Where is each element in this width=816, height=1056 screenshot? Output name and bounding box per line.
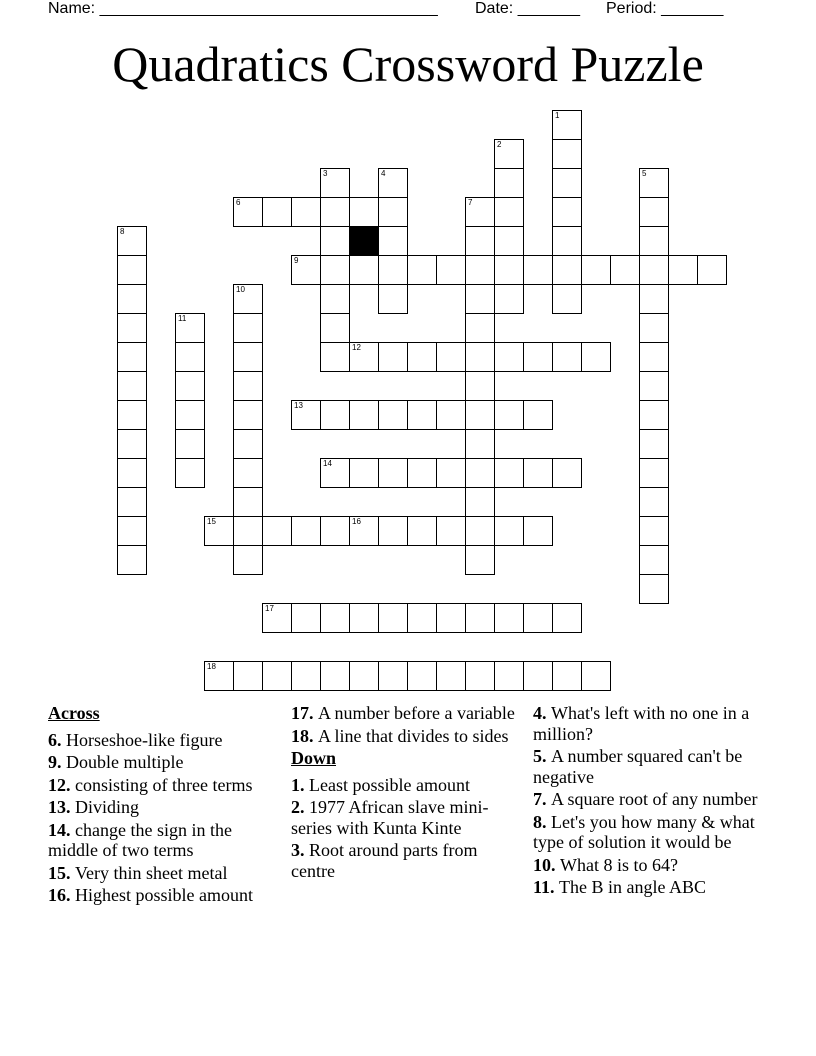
across-clue <box>48 863 278 884</box>
grid-cell[interactable] <box>117 458 147 488</box>
grid-cell[interactable] <box>233 487 263 517</box>
grid-cell[interactable] <box>320 313 350 343</box>
grid-cell[interactable] <box>407 255 437 285</box>
grid-cell[interactable] <box>639 342 669 372</box>
across-heading: Across <box>48 703 100 723</box>
grid-cell[interactable] <box>581 342 611 372</box>
grid-cell[interactable] <box>465 545 495 575</box>
grid-cell[interactable] <box>117 226 147 256</box>
clue-number: 15 <box>207 517 216 526</box>
grid-cell[interactable] <box>175 429 205 459</box>
grid-cell[interactable] <box>117 429 147 459</box>
grid-cell[interactable] <box>523 255 553 285</box>
grid-cell[interactable] <box>117 400 147 430</box>
grid-cell[interactable] <box>291 255 321 285</box>
grid-cell[interactable] <box>494 255 524 285</box>
grid-cell[interactable] <box>523 516 553 546</box>
clue-number: 8. <box>533 811 551 832</box>
clue-text: What's left with no one in a million? <box>533 703 750 744</box>
grid-cell[interactable] <box>668 255 698 285</box>
grid-cell[interactable] <box>407 661 437 691</box>
clue-text: Double multiple <box>66 752 184 772</box>
grid-cell[interactable] <box>523 603 553 633</box>
clue-number: 1 <box>555 111 560 120</box>
clue-number: 2 <box>497 140 502 149</box>
grid-cell[interactable] <box>494 516 524 546</box>
clue-number: 7 <box>468 198 473 207</box>
down-clue-list <box>291 775 516 882</box>
grid-cell[interactable] <box>262 516 292 546</box>
grid-cell[interactable] <box>494 458 524 488</box>
grid-cell[interactable] <box>552 284 582 314</box>
grid-cell[interactable] <box>639 429 669 459</box>
clue-text: Very thin sheet metal <box>75 862 228 883</box>
grid-cell[interactable] <box>639 168 669 198</box>
grid-cell[interactable] <box>291 603 321 633</box>
grid-cell[interactable] <box>117 313 147 343</box>
grid-cell[interactable] <box>378 168 408 198</box>
grid-cell[interactable] <box>465 284 495 314</box>
grid-cell[interactable] <box>349 603 379 633</box>
grid-cell[interactable] <box>233 197 263 227</box>
grid-cell[interactable] <box>320 603 350 633</box>
grid-cell[interactable] <box>378 255 408 285</box>
grid-cell[interactable] <box>639 284 669 314</box>
clue-text: A line that divides to sides <box>318 725 509 746</box>
down-clue <box>533 789 763 810</box>
across-clue <box>48 820 278 861</box>
grid-cell[interactable] <box>204 661 234 691</box>
clue-number: 8 <box>120 227 125 236</box>
grid-cell[interactable] <box>349 342 379 372</box>
across-clue <box>48 730 278 751</box>
grid-cell[interactable] <box>117 516 147 546</box>
grid-cell[interactable] <box>233 284 263 314</box>
grid-cell[interactable] <box>117 342 147 372</box>
grid-cell[interactable] <box>291 661 321 691</box>
grid-cell[interactable] <box>523 400 553 430</box>
grid-cell[interactable] <box>639 574 669 604</box>
clue-number: 10 <box>236 285 245 294</box>
across-clue <box>48 752 278 773</box>
grid-cell[interactable] <box>436 516 466 546</box>
clue-number: 16. <box>48 885 75 905</box>
clue-number: 13. <box>48 797 75 817</box>
grid-cell[interactable] <box>465 313 495 343</box>
grid-cell[interactable] <box>552 458 582 488</box>
grid-cell[interactable] <box>465 661 495 691</box>
grid-cell[interactable] <box>465 197 495 227</box>
name-field[interactable]: Name: ______________________________________ <box>48 0 438 17</box>
grid-cell[interactable] <box>523 458 553 488</box>
grid-cell[interactable] <box>494 226 524 256</box>
clue-text: What 8 is to 64? <box>560 854 678 875</box>
grid-cell[interactable] <box>552 139 582 169</box>
clue-number: 9. <box>48 752 66 772</box>
grid-cell[interactable] <box>494 139 524 169</box>
grid-cell[interactable] <box>378 342 408 372</box>
clue-number: 13 <box>294 401 303 410</box>
down-clue-list-continued <box>533 703 763 898</box>
clues-column-1 <box>48 703 278 908</box>
grid-cell[interactable] <box>291 197 321 227</box>
clue-text: Highest possible amount <box>75 885 253 905</box>
grid-cell[interactable] <box>320 197 350 227</box>
grid-cell[interactable] <box>407 458 437 488</box>
grid-cell[interactable] <box>349 197 379 227</box>
grid-cell[interactable] <box>494 197 524 227</box>
grid-cell[interactable] <box>233 429 263 459</box>
clue-number: 5. <box>533 746 551 766</box>
grid-cell[interactable] <box>494 661 524 691</box>
grid-cell[interactable] <box>378 661 408 691</box>
grid-cell[interactable] <box>233 545 263 575</box>
across-clue-list-continued <box>291 703 516 746</box>
grid-cell[interactable] <box>465 400 495 430</box>
clue-number: 7. <box>533 789 551 809</box>
grid-cell[interactable] <box>465 255 495 285</box>
down-clue <box>533 812 763 853</box>
grid-cell[interactable] <box>117 284 147 314</box>
grid-cell[interactable] <box>639 197 669 227</box>
grid-cell[interactable] <box>697 255 727 285</box>
grid-cell[interactable] <box>465 429 495 459</box>
grid-cell[interactable] <box>233 313 263 343</box>
across-clue <box>48 797 278 818</box>
grid-cell[interactable] <box>436 458 466 488</box>
clue-text: A number before a variable <box>318 703 515 723</box>
down-clue <box>533 855 763 876</box>
grid-cell[interactable] <box>639 516 669 546</box>
grid-cell[interactable] <box>378 197 408 227</box>
grid-cell[interactable] <box>349 458 379 488</box>
block-cell <box>349 226 379 256</box>
grid-cell[interactable] <box>523 661 553 691</box>
grid-cell[interactable] <box>262 661 292 691</box>
across-clue <box>48 885 278 906</box>
grid-cell[interactable] <box>639 226 669 256</box>
grid-cell[interactable] <box>378 516 408 546</box>
student-info-header <box>48 0 788 20</box>
grid-cell[interactable] <box>465 603 495 633</box>
clue-number: 4. <box>533 703 551 723</box>
grid-cell[interactable] <box>465 226 495 256</box>
grid-cell[interactable] <box>436 342 466 372</box>
grid-cell[interactable] <box>320 400 350 430</box>
grid-cell[interactable] <box>552 255 582 285</box>
clue-number: 11 <box>178 314 187 323</box>
across-clue <box>291 703 516 724</box>
grid-cell[interactable] <box>465 342 495 372</box>
grid-cell[interactable] <box>639 458 669 488</box>
grid-cell[interactable] <box>436 603 466 633</box>
grid-cell[interactable] <box>407 400 437 430</box>
down-clue <box>533 746 763 787</box>
grid-cell[interactable] <box>291 400 321 430</box>
grid-cell[interactable] <box>436 400 466 430</box>
grid-cell[interactable] <box>349 400 379 430</box>
grid-cell[interactable] <box>233 458 263 488</box>
grid-cell[interactable] <box>552 168 582 198</box>
clue-number: 14 <box>323 459 332 468</box>
clue-number: 4 <box>381 169 386 178</box>
clue-text: 1977 African slave mini-series with Kunta Kinte <box>291 797 489 838</box>
clue-number: 3 <box>323 169 328 178</box>
grid-cell[interactable] <box>320 342 350 372</box>
grid-cell[interactable] <box>291 516 321 546</box>
grid-cell[interactable] <box>552 110 582 140</box>
clues-column-2 <box>291 703 516 883</box>
grid-cell[interactable] <box>494 400 524 430</box>
grid-cell[interactable] <box>117 545 147 575</box>
grid-cell[interactable] <box>233 400 263 430</box>
grid-cell[interactable] <box>175 371 205 401</box>
grid-cell[interactable] <box>320 458 350 488</box>
grid-cell[interactable] <box>262 603 292 633</box>
grid-cell[interactable] <box>349 255 379 285</box>
clue-text: Let's you how many & what type of solution it would be <box>533 811 755 852</box>
date-field[interactable]: Date: _______ <box>475 0 580 17</box>
grid-cell[interactable] <box>610 255 640 285</box>
grid-cell[interactable] <box>175 342 205 372</box>
grid-cell[interactable] <box>523 342 553 372</box>
grid-cell[interactable] <box>552 342 582 372</box>
page-title: Quadratics Crossword Puzzle <box>112 36 704 92</box>
grid-cell[interactable] <box>378 603 408 633</box>
across-clue <box>48 775 278 796</box>
grid-cell[interactable] <box>233 371 263 401</box>
grid-cell[interactable] <box>175 313 205 343</box>
clue-number: 5 <box>642 169 647 178</box>
grid-cell[interactable] <box>233 342 263 372</box>
grid-cell[interactable] <box>117 487 147 517</box>
grid-cell[interactable] <box>407 603 437 633</box>
grid-cell[interactable] <box>349 516 379 546</box>
clue-number: 11. <box>533 877 560 897</box>
grid-cell[interactable] <box>378 400 408 430</box>
clue-number: 6 <box>236 198 241 207</box>
grid-cell[interactable] <box>581 661 611 691</box>
grid-cell[interactable] <box>378 226 408 256</box>
clue-number: 6. <box>48 729 66 750</box>
grid-cell[interactable] <box>407 342 437 372</box>
grid-cell[interactable] <box>233 661 263 691</box>
grid-cell[interactable] <box>552 603 582 633</box>
clue-number: 17 <box>265 604 274 613</box>
clue-number: 16 <box>352 517 361 526</box>
grid-cell[interactable] <box>378 284 408 314</box>
grid-cell[interactable] <box>378 458 408 488</box>
clue-text: change the sign in the middle of two terms <box>48 819 232 860</box>
grid-cell[interactable] <box>639 400 669 430</box>
down-clue <box>533 877 763 898</box>
across-clue-list <box>48 730 278 906</box>
grid-cell[interactable] <box>320 168 350 198</box>
grid-cell[interactable] <box>639 545 669 575</box>
down-clue <box>291 797 516 838</box>
clue-number: 17. <box>291 703 318 723</box>
clue-number: 18 <box>207 662 216 671</box>
clue-text: consisting of three terms <box>75 774 253 795</box>
clue-number: 18. <box>291 725 318 746</box>
grid-cell[interactable] <box>320 661 350 691</box>
clue-number: 12. <box>48 774 75 795</box>
clue-number: 1. <box>291 774 309 795</box>
clue-number: 15. <box>48 862 75 883</box>
grid-cell[interactable] <box>233 516 263 546</box>
grid-cell[interactable] <box>552 226 582 256</box>
clue-number: 3. <box>291 840 309 860</box>
grid-cell[interactable] <box>349 661 379 691</box>
across-clue <box>291 726 516 747</box>
clue-number: 10. <box>533 854 560 875</box>
grid-cell[interactable] <box>262 197 292 227</box>
clue-text: A number squared can't be negative <box>533 746 743 787</box>
clue-text: Dividing <box>75 797 140 817</box>
grid-cell[interactable] <box>465 458 495 488</box>
grid-cell[interactable] <box>552 661 582 691</box>
grid-cell[interactable] <box>117 371 147 401</box>
grid-cell[interactable] <box>465 371 495 401</box>
clue-text: Least possible amount <box>309 774 470 795</box>
clue-number: 12 <box>352 343 361 352</box>
grid-cell[interactable] <box>175 400 205 430</box>
grid-cell[interactable] <box>494 603 524 633</box>
grid-cell[interactable] <box>436 255 466 285</box>
grid-cell[interactable] <box>465 516 495 546</box>
grid-cell[interactable] <box>320 516 350 546</box>
grid-cell[interactable] <box>465 487 495 517</box>
clue-text: A square root of any number <box>551 789 758 809</box>
grid-cell[interactable] <box>494 284 524 314</box>
down-clue <box>291 775 516 796</box>
grid-cell[interactable] <box>639 313 669 343</box>
grid-cell[interactable] <box>639 255 669 285</box>
grid-cell[interactable] <box>581 255 611 285</box>
grid-cell[interactable] <box>117 255 147 285</box>
grid-cell[interactable] <box>639 487 669 517</box>
clue-number: 14. <box>48 819 75 840</box>
grid-cell[interactable] <box>639 371 669 401</box>
grid-cell[interactable] <box>175 458 205 488</box>
grid-cell[interactable] <box>320 226 350 256</box>
grid-cell[interactable] <box>494 168 524 198</box>
clue-number: 2. <box>291 797 309 817</box>
down-heading: Down <box>291 748 337 768</box>
down-clue <box>533 703 763 744</box>
grid-cell[interactable] <box>204 516 234 546</box>
clue-text: The B in angle ABC <box>559 877 707 897</box>
clue-text: Root around parts from centre <box>291 840 478 881</box>
grid-cell[interactable] <box>552 197 582 227</box>
clues-column-3 <box>533 703 763 900</box>
down-clue <box>291 840 516 881</box>
grid-cell[interactable] <box>407 516 437 546</box>
grid-cell[interactable] <box>494 342 524 372</box>
grid-cell[interactable] <box>320 255 350 285</box>
period-field[interactable]: Period: _______ <box>606 0 724 17</box>
clue-number: 9 <box>294 256 299 265</box>
grid-cell[interactable] <box>436 661 466 691</box>
clue-text: Horseshoe-like figure <box>66 729 223 750</box>
grid-cell[interactable] <box>320 284 350 314</box>
